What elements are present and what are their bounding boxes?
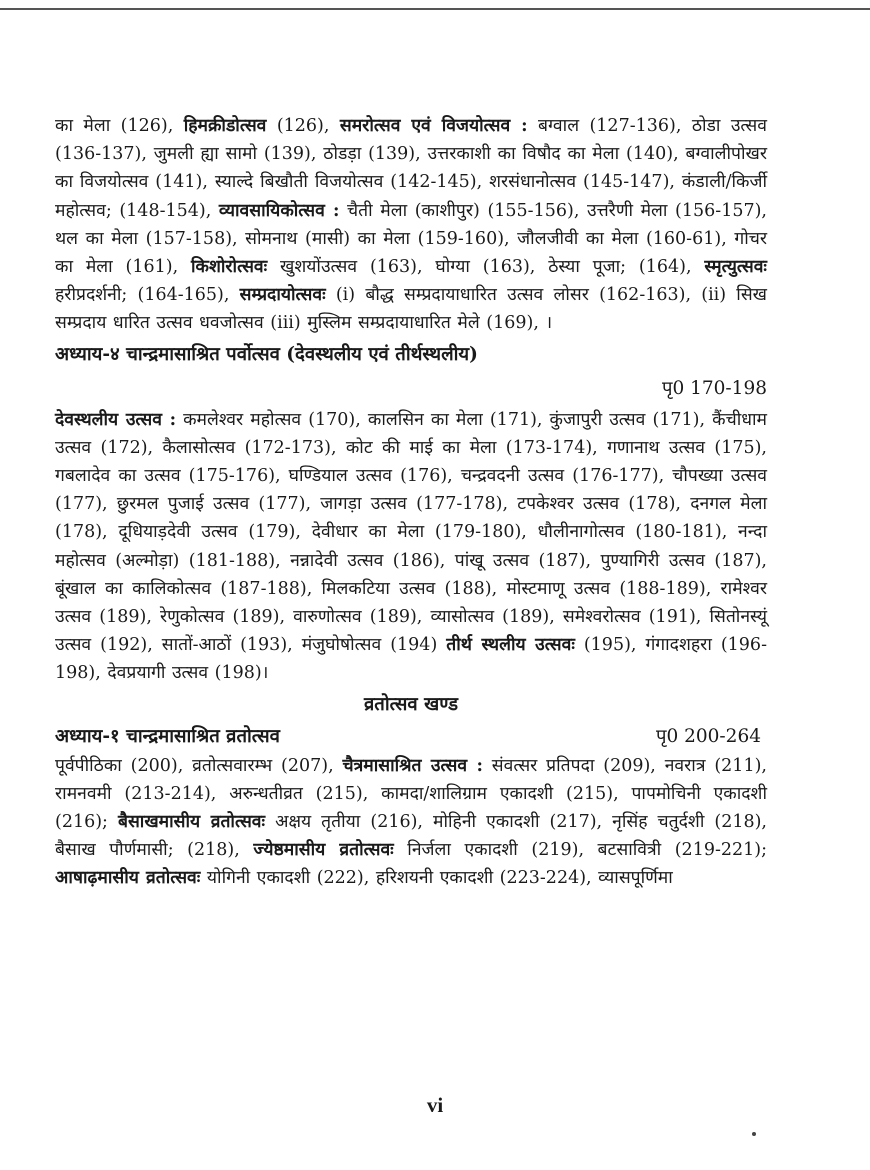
text: खुशयोंउत्सव (163), घोग्या (163), ठेस्या पूजा; (164), — [267, 257, 705, 278]
text: अक्षय तृतीया (216), मोहिनी एकादशी (217), नृसिंह चतुर्दशी (218), बैसाख पौर्णमासी; (218), — [55, 812, 767, 861]
text: (126), — [266, 116, 340, 136]
chapter-4-heading: अध्याय-४ चान्द्रमासाश्रित पर्वोत्सव (देवस्थलीय एवं तीर्थस्थलीय) — [55, 343, 478, 365]
text: (i) बौद्ध सम्प्रदायाधारित उत्सव लोसर (162-163), (ii) सिख सम्प्रदाय धारित उत्सव धवजोत्सव (iii) मुस्लिम सम्प्रदायाधारित मेले (169), । — [55, 285, 767, 334]
chapter-4-page-range: पृ0 170-198 — [661, 377, 767, 399]
section-heading: व्रतोत्सव खण्ड — [364, 693, 458, 715]
festival-list-paragraph-3 — [55, 752, 767, 893]
chapter-1-page-range: पृ0 200-264 — [655, 725, 761, 747]
festival-list-paragraph-1 — [55, 112, 767, 338]
text: योगिनी एकादशी (222), हरिशयनी एकादशी (223-224), व्यासपूर्णिमा — [200, 868, 673, 889]
text: हरीप्रदर्शनी; (164-165), — [55, 285, 240, 306]
festival-list-paragraph-2 — [55, 406, 767, 688]
bold-term: आषाढ़मासीय व्रतोत्सवः — [55, 868, 201, 889]
bold-term: सम्प्रदायोत्सवः — [239, 285, 326, 306]
bold-term: समरोत्सव एवं विजयोत्सव : — [339, 116, 528, 136]
text: का मेला (126), — [55, 116, 184, 136]
bold-term: तीर्थ स्थलीय उत्सवः — [446, 635, 575, 656]
text: पूर्वपीठिका (200), व्रतोत्सवारम्भ (207), — [55, 755, 343, 776]
page-number: vi — [426, 1093, 444, 1117]
text: निर्जला एकादशी (219), बटसावित्री (219-221); — [393, 840, 767, 861]
chapter-1-heading-row — [55, 722, 767, 752]
page-top-edge — [0, 8, 870, 10]
text: संवत्सर प्रतिपदा (209), नवरात्र (211), रामनवमी (213-214), अरुन्धतीव्रत (215), कामदा/शालिग्राम एकादशी (215), पापमोचिनी एकादशी (216); — [55, 755, 767, 833]
text: (195), गंगादशहरा (196-198), देवप्रयागी उत्सव (198)। — [55, 635, 767, 684]
bold-term: देवस्थलीय उत्सव : — [55, 409, 177, 430]
bold-term: हिमक्रीडोत्सव — [183, 116, 267, 136]
bold-term: ज्येष्ठमासीय व्रतोत्सवः — [253, 840, 394, 861]
text: कमलेश्वर महोत्सव (170), कालसिन का मेला (171), कुंजापुरी उत्सव (171), कैंचीधाम उत्सव (172), कैलासोत्सव (172-173), कोट की माई का मेला (173-174), गणानाथ उत्सव (175), गबलादेव का उत्सव (175-176), घण्डियाल उत्सव (176), चन्द्रवदनी उत्सव (176-177), चौपख्या उत्सव (177), छुरमल पुजाई उत्सव (177), जागड़ा उत्सव (177-178), टपकेश्वर उत्सव (178), दनगल मेला (178), दूधियाड़देवी उत्सव (179), देवीधार का मेला (179-180), धौलीनागोत्सव (180-181), नन्दा महोत्सव (अल्मोड़ा) (181-188), नन्नादेवी उत्सव (186), पांखू उत्सव (187), पुण्यागिरी उत्सव (187), बूंखाल का कालिकोत्सव (187-188), मिलकटिया उत्सव (188), मोस्टमाणू उत्सव (188-189), रामेश्वर उत्सव (189), रेणुकोत्सव (189), वारुणोत्सव (189), व्यासोत्सव (189), समेश्वरोत्सव (191), सितोनस्यूं उत्सव (192), सातों-आठों (193), मंजुघोषोत्सव (194) — [55, 409, 767, 656]
document-page — [55, 112, 767, 893]
bold-term: किशोरोत्सवः — [191, 257, 268, 278]
bold-term: चैत्रमासाश्रित उत्सव : — [342, 755, 483, 776]
text: चैती मेला (काशीपुर) (155-156), उत्तरैणी मेला (156-157), थल का मेला (157-158), सोमनाथ (मासी) का मेला (159-160), जौलजीवी का मेला (160-61), गोचर का मेला (161), — [55, 200, 767, 278]
bold-term: बैसाखमासीय व्रतोत्सवः — [117, 812, 266, 833]
bold-term: स्मृत्युत्सवः — [704, 257, 767, 278]
scan-speck — [752, 1132, 756, 1136]
text: बग्वाल (127-136), ठोडा उत्सव (136-137), जुमली ह्या सामो (139), ठोडड़ा (139), उत्तरकाशी का विषौद का मेला (140), बग्वालीपोखर का विजयोत्सव (141), स्याल्दे बिखौती विजयोत्सव (142-145), शरसंधानोत्सव (145-147), कंडाली/किर्जी महोत्सव; (148-154), — [55, 116, 767, 221]
bold-term: व्यावसायिकोत्सव : — [218, 200, 340, 221]
chapter-1-heading: अध्याय-१ चान्द्रमासाश्रित व्रतोत्सव — [55, 725, 280, 747]
